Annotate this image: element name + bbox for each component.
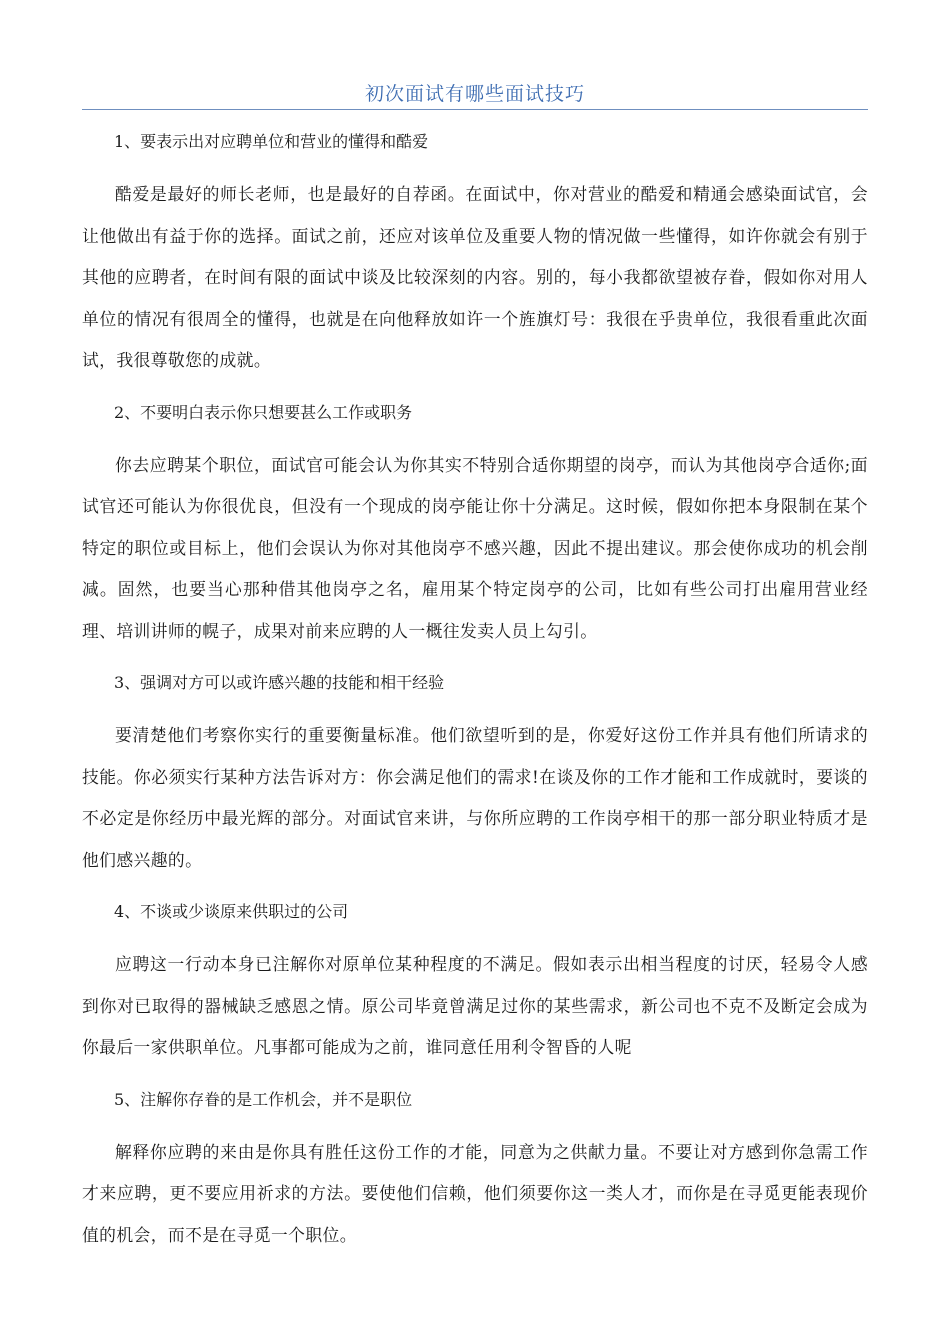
section-heading-3: 3、强调对方可以或许感兴趣的技能和相干经验 [114, 673, 445, 692]
section-paragraph-2: 你去应聘某个职位，面试官可能会认为你其实不特别合适你期望的岗亭，而认为其他岗亭合适你;面试官还可能认为你很优良，但没有一个现成的岗亭能让你十分满足。这时候，假如你把本身限制在某个特定的职位或目标上，他们会误认为你对其他岗亭不感兴趣，因此不提出建议。那会使你成功的机会削减。固然，也要当心那种借其他岗亭之名，雇用某个特定岗亭的公司，比如有些公司打出雇用营业经理、培训讲师的幌子，成果对前来应聘的人一概往发卖人员上勾引。 [82, 454, 868, 641]
section-paragraph-3: 要清楚他们考察你实行的重要衡量标准。他们欲望听到的是，你爱好这份工作并具有他们所请求的技能。你必须实行某种方法告诉对方：你会满足他们的需求!在谈及你的工作才能和工作成就时，要谈的不必定是你经历中最光辉的部分。对面试官来讲，与你所应聘的工作岗亭相干的那一部分职业特质才是他们感兴趣的。 [82, 725, 868, 870]
section-heading-2: 2、不要明白表示你只想要甚么工作或职务 [114, 402, 413, 422]
section-paragraph-4: 应聘这一行动本身已注解你对原单位某种程度的不满足。假如表示出相当程度的讨厌，轻易令人感到你对已取得的器械缺乏感恩之情。原公司毕竟曾满足过你的某些需求，新公司也不克不及断定会成为你最后一家供职单位。凡事都可能成为之前，谁同意任用利令智昏的人呢 [82, 954, 868, 1057]
title-underline [82, 109, 868, 110]
section-paragraph-5: 解释你应聘的来由是你具有胜任这份工作的才能，同意为之供献力量。不要让对方感到你急需工作才来应聘，更不要应用祈求的方法。要使他们信赖，他们须要你这一类人才，而你是在寻觅更能表现价值的机会，而不是在寻觅一个职位。 [82, 1141, 868, 1245]
section-paragraph-1: 酷爱是最好的师长老师，也是最好的自荐函。在面试中，你对营业的酷爱和精通会感染面试官，会让他做出有益于你的选择。面试之前，还应对该单位及重要人物的情况做一些懂得，如许你就会有别于其他的应聘者，在时间有限的面试中谈及比较深刻的内容。别的，每小我都欲望被存眷，假如你对用人单位的情况有很周全的懂得，也就是在向他释放如许一个旌旗灯号：我很在乎贵单位，我很看重此次面试，我很尊敬您的成就。 [82, 184, 868, 370]
document-body [82, 122, 868, 1256]
section-heading-5: 5、注解你存眷的是工作机会，并不是职位 [114, 1089, 413, 1109]
section-heading-4: 4、不谈或少谈原来供职过的公司 [114, 902, 349, 921]
document-title: 初次面试有哪些面试技巧 [364, 83, 585, 105]
section-heading-1: 1、要表示出对应聘单位和营业的懂得和酷爱 [114, 132, 429, 151]
